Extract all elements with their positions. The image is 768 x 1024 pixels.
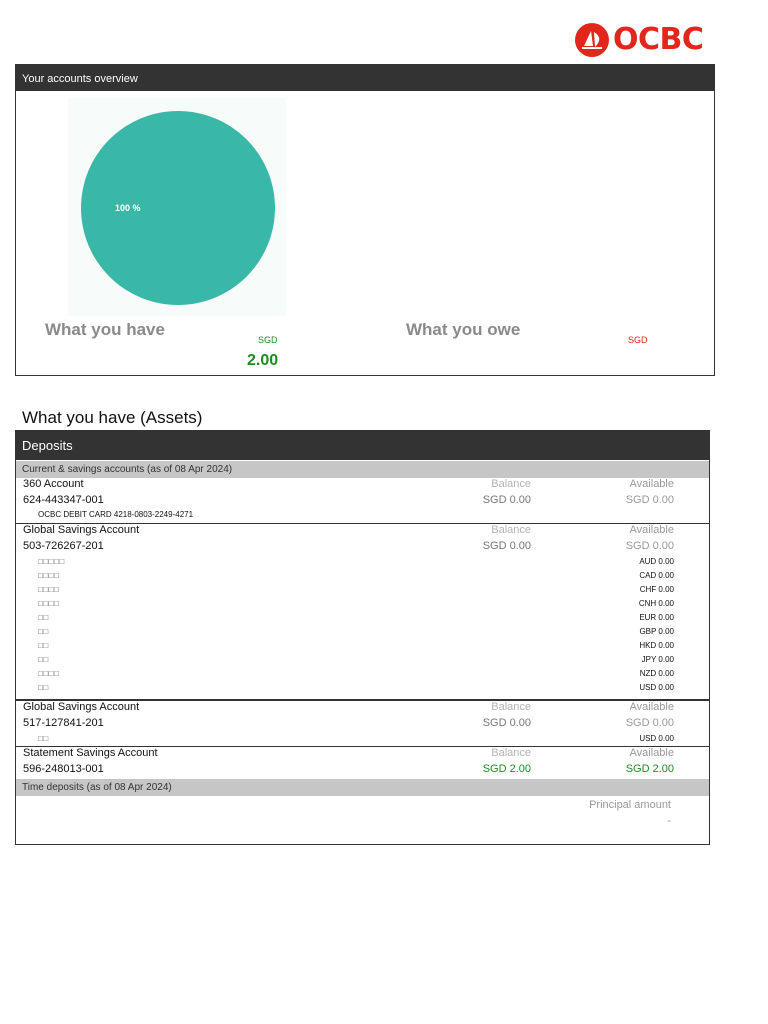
- account-name: 360 Account: [23, 478, 84, 490]
- sub-balance-row: [16, 653, 709, 667]
- time-deposits-header: Time deposits (as of 08 Apr 2024): [16, 779, 709, 796]
- sub-balance-label: □□: [38, 734, 49, 743]
- balance-label: Balance: [491, 747, 531, 759]
- have-total: 2.00: [247, 352, 279, 369]
- sub-balance-value: JPY 0.00: [641, 655, 674, 664]
- pie-svg: [68, 98, 286, 316]
- sub-balance-row: [16, 583, 709, 597]
- account-name: Statement Savings Account: [23, 747, 158, 759]
- current-savings-header: Current & savings accounts (as of 08 Apr 2024): [16, 461, 709, 478]
- account-number[interactable]: 503-726267-201: [23, 540, 104, 552]
- ocbc-logo: [574, 22, 703, 58]
- available-label: Available: [629, 701, 674, 713]
- account-name: Global Savings Account: [23, 701, 140, 713]
- sub-balance-row: [16, 667, 709, 681]
- sub-balance-value: CAD 0.00: [639, 571, 674, 580]
- balance-label: Balance: [491, 701, 531, 713]
- account-row-global-savings-1: [16, 523, 709, 698]
- pie-slice-0: [81, 111, 275, 305]
- sub-balance-row: [16, 639, 709, 653]
- available-value: SGD 2.00: [625, 763, 674, 775]
- balance-value: SGD 2.00: [482, 763, 531, 775]
- sub-balance-value: USD 0.00: [639, 683, 674, 692]
- account-number[interactable]: 624-443347-001: [23, 494, 104, 506]
- sub-balance-label: □□□□: [38, 585, 60, 594]
- balance-value: SGD 0.00: [482, 494, 531, 506]
- sub-balance-label: □□: [38, 683, 49, 692]
- sub-balance-label: □□□□: [38, 599, 60, 608]
- account-number[interactable]: 596-248013-001: [23, 763, 104, 775]
- sub-balance-row: [16, 555, 709, 569]
- pie-slice-label: 100 %: [115, 203, 141, 213]
- sub-balance-value: EUR 0.00: [639, 613, 674, 622]
- sub-balance-value: HKD 0.00: [639, 641, 674, 650]
- balance-value: SGD 0.00: [482, 717, 531, 729]
- sub-balance-label: □□: [38, 655, 49, 664]
- sub-balance-value: USD 0.00: [639, 734, 674, 743]
- deposits-panel: [15, 430, 710, 845]
- available-value: SGD 0.00: [625, 494, 674, 506]
- balance-value: SGD 0.00: [482, 540, 531, 552]
- sub-balance-value: CHF 0.00: [639, 585, 674, 594]
- sub-balance-label: □□: [38, 641, 49, 650]
- deposits-title: Deposits: [16, 431, 709, 460]
- account-row-global-savings-2: [16, 699, 709, 746]
- available-label: Available: [629, 478, 674, 490]
- sub-balance-value: CNH 0.00: [638, 599, 674, 608]
- ocbc-logo-text: OCBC: [613, 22, 704, 57]
- sub-balance-value: GBP 0.00: [639, 627, 674, 636]
- available-value: SGD 0.00: [625, 540, 674, 552]
- what-you-have-label: What you have: [45, 320, 165, 339]
- balance-label: Balance: [491, 524, 531, 536]
- available-label: Available: [629, 524, 674, 536]
- balance-label: Balance: [491, 478, 531, 490]
- assets-pie-chart: [68, 98, 286, 316]
- account-name: Global Savings Account: [23, 524, 140, 536]
- sub-balance-row: [16, 569, 709, 583]
- sub-balance-row: [16, 611, 709, 625]
- sub-balance-row: [16, 681, 709, 695]
- what-you-owe-label: What you owe: [406, 320, 521, 339]
- sub-balance-label: □□□□□: [38, 557, 65, 566]
- sub-balance-value: NZD 0.00: [639, 669, 674, 678]
- overview-title: Your accounts overview: [16, 65, 714, 91]
- sub-balance-label: □□: [38, 613, 49, 622]
- principal-amount-value: -: [667, 815, 671, 827]
- sub-balance-label: □□□□: [38, 669, 60, 678]
- have-currency: SGD: [258, 335, 278, 345]
- debit-card-line: OCBC DEBIT CARD 4218-0803-2249-4271: [38, 510, 194, 519]
- available-value: SGD 0.00: [625, 717, 674, 729]
- ocbc-sail-logo-icon: [574, 22, 610, 58]
- sub-balance-label: □□□□: [38, 571, 60, 580]
- sub-balance-label: □□: [38, 627, 49, 636]
- account-row-360: [16, 478, 709, 523]
- account-row-statement-savings: [16, 746, 709, 778]
- sub-balance-value: AUD 0.00: [639, 557, 674, 566]
- accounts-overview-panel: [15, 64, 715, 376]
- sub-balance-row: [16, 732, 709, 746]
- sub-balance-row: [16, 625, 709, 639]
- sub-balance-row: [16, 597, 709, 611]
- principal-amount-label: Principal amount: [589, 799, 671, 811]
- available-label: Available: [629, 747, 674, 759]
- assets-title: What you have (Assets): [22, 408, 203, 427]
- owe-currency: SGD: [628, 335, 648, 345]
- account-number[interactable]: 517-127841-201: [23, 717, 104, 729]
